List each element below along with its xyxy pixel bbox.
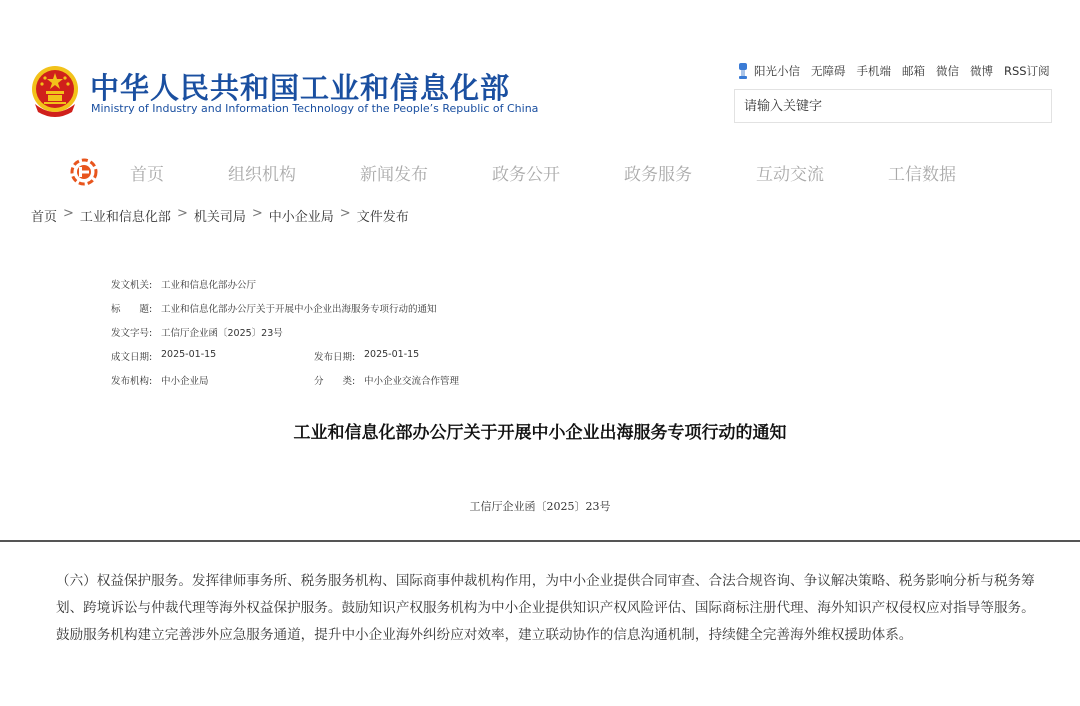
document-number: 工信厅企业函〔2025〕23号 [469,500,611,513]
meta-label: 分 类: [314,376,356,387]
site-subtitle-en[interactable]: Ministry of Industry and Information Technology of the People’s Republic of China [91,102,539,115]
nav-data[interactable]: 工信数据 [888,164,956,185]
breadcrumb-ministry[interactable]: 工业和信息化部 [79,210,171,225]
nav-services[interactable]: 政务服务 [624,164,692,185]
nav-organization[interactable]: 组织机构 [228,164,296,185]
meta-written-date: 2025-01-15 [161,349,217,360]
sunshine-robot-icon [736,62,750,80]
meta-published-date: 2025-01-15 [364,349,420,360]
document-paragraph: （六）权益保护服务。发挥律师事务所、税务服务机构、国际商事仲裁机构作用，为中小企业提供合同审查、合法合规咨询、争议解决策略、税务影响分析与税务筹划、跨境诉讼与仲裁代理等海外权益保护服务。鼓励知识产权服务机构为中小企业提供知识产权风险评估、国际商标注册代理、海外知识产权侵权应对指导等服务。鼓励服务机构建立完善涉外应急服务通道，提升中小企业海外纠纷应对效率，建立联动协作的信息沟通机制，持续健全完善海外维权援助体系。 [56,573,1035,643]
nav-home[interactable]: 首页 [130,164,164,185]
top-links [736,62,1050,80]
toplink-weibo[interactable]: 微博 [970,64,993,78]
nav-news[interactable]: 新闻发布 [360,164,428,185]
breadcrumb-separator: > [176,206,188,221]
toplink-mobile[interactable]: 手机端 [856,64,891,78]
toplink-label[interactable]: 阳光小信 [754,64,800,78]
national-emblem-icon[interactable] [30,64,80,118]
breadcrumb-sme-bureau[interactable]: 中小企业局 [268,210,334,225]
toplink-wechat[interactable]: 微信 [936,64,959,78]
breadcrumb [31,206,409,225]
nav-interaction[interactable]: 互动交流 [756,164,824,185]
meta-category: 中小企业交流合作管理 [364,376,460,387]
toplink-accessibility[interactable]: 无障碍 [811,64,846,78]
breadcrumb-home[interactable]: 首页 [31,210,58,225]
toplink-mail[interactable]: 邮箱 [902,64,925,78]
meta-docno: 工信厅企业函〔2025〕23号 [161,328,283,339]
breadcrumb-documents[interactable]: 文件发布 [356,210,409,225]
meta-issuer: 工业和信息化部办公厅 [161,280,257,291]
site-title[interactable]: 中华人民共和国工业和信息化部 [90,71,511,105]
meta-label: 发布日期: [314,352,356,363]
main-nav [70,156,956,188]
section-divider [0,540,1080,542]
site-header [0,0,1080,140]
breadcrumb-separator: > [63,206,74,221]
breadcrumb-separator: > [339,206,351,221]
meta-label: 发布机构: [111,376,153,387]
miit-logo-icon[interactable] [70,158,98,186]
meta-label: 发文机关: [111,280,153,291]
toplink-sunshine[interactable] [736,62,800,80]
search-input[interactable] [734,89,1052,123]
document-title: 工业和信息化部办公厅关于开展中小企业出海服务专项行动的通知 [293,423,787,443]
breadcrumb-departments[interactable]: 机关司局 [193,210,246,225]
toplink-rss[interactable]: RSS订阅 [1004,64,1050,78]
meta-publisher: 中小企业局 [161,376,209,387]
meta-label: 成文日期: [111,352,153,363]
breadcrumb-separator: > [251,206,263,221]
meta-title: 工业和信息化部办公厅关于开展中小企业出海服务专项行动的通知 [161,304,437,315]
meta-label: 标 题: [111,304,153,315]
meta-label: 发文字号: [111,328,153,339]
nav-public-affairs[interactable]: 政务公开 [492,164,560,185]
